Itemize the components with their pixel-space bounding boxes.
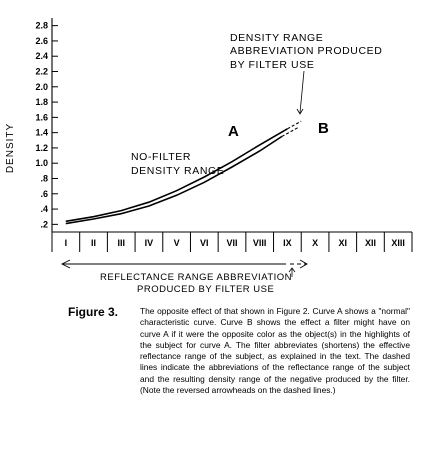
annotation-reflectance-abbreviation	[100, 272, 292, 295]
annotation-density-abbreviation	[230, 32, 382, 71]
x-tick-label: V	[173, 238, 180, 248]
x-tick-label: X	[312, 238, 319, 248]
x-tick-label: III	[117, 238, 125, 248]
y-tick-label: 2.8	[35, 20, 48, 31]
x-tick-label: IX	[283, 238, 292, 248]
curve-b-dashed-extension	[282, 127, 299, 136]
figure-label: Figure 3.	[68, 305, 119, 319]
annotation-no-filter-line-1: NO-FILTER	[131, 151, 192, 163]
x-tick-label: XII	[364, 238, 376, 248]
annotation-reflectance-line-1: REFLECTANCE RANGE ABBREVIATION	[100, 272, 293, 283]
y-tick-label: 2.2	[35, 66, 48, 77]
y-tick-label: .8	[40, 173, 48, 184]
y-ticks	[35, 21, 58, 230]
y-tick-label: 1.6	[35, 112, 48, 123]
y-tick-label: 2.0	[35, 81, 48, 92]
y-tick-label: 2.6	[35, 35, 48, 46]
y-tick-label: .2	[40, 219, 48, 230]
y-tick-label: 2.4	[35, 51, 48, 62]
curve-a-dashed-extension	[287, 121, 301, 129]
annotation-no-filter	[131, 151, 224, 177]
x-tick-label: II	[91, 238, 97, 248]
annotation-density-line-3: BY FILTER USE	[230, 59, 315, 71]
curve-b-line	[66, 137, 282, 224]
annotation-density-line-1: DENSITY RANGE	[230, 32, 324, 44]
curve-label-a: A	[228, 123, 239, 140]
x-tick-label: I	[64, 238, 68, 248]
y-tick-label: .4	[40, 204, 48, 215]
annotation-density-line-2: ABBREVIATION PRODUCED	[230, 45, 383, 57]
figure-caption-text: The opposite effect of that shown in Figure 2. Curve A shows a "normal" characteristic curve. Curve B shows the effect a filter might have on curve A if it were the opposite color as the object(s) in the highlights of the subject for curve A. The filter abbreviates (shortens) the effective reflectance range of the subject, as explained in the text. The dashed lines indicate the abbreviations of the reflectance range of the subject and the resulting density range of the negative produced by the filter. (Note the reversed arrowheads on the dashed lines.)	[140, 306, 410, 396]
x-tick-label: VII	[226, 238, 238, 248]
x-tick-label: XI	[338, 238, 348, 248]
y-tick-label: 1.8	[35, 97, 48, 108]
y-tick-label: 1.0	[35, 158, 48, 169]
y-axis-label: DENSITY	[5, 122, 16, 174]
annotation-no-filter-line-2: DENSITY RANGE	[131, 165, 225, 177]
x-tick-label: XIII	[391, 238, 405, 248]
annotation-reflectance-line-2: PRODUCED BY FILTER USE	[137, 284, 275, 295]
y-tick-label: 1.4	[35, 127, 48, 138]
x-tick-label: VIII	[252, 238, 267, 248]
density-abbreviation-pointer	[297, 71, 304, 114]
y-tick-label: .6	[40, 188, 48, 199]
x-tick-label: VI	[200, 238, 209, 248]
x-tick-label: IV	[144, 238, 154, 248]
y-tick-label: 1.2	[35, 142, 48, 153]
curve-label-b: B	[318, 120, 329, 137]
x-ticks	[52, 232, 405, 252]
